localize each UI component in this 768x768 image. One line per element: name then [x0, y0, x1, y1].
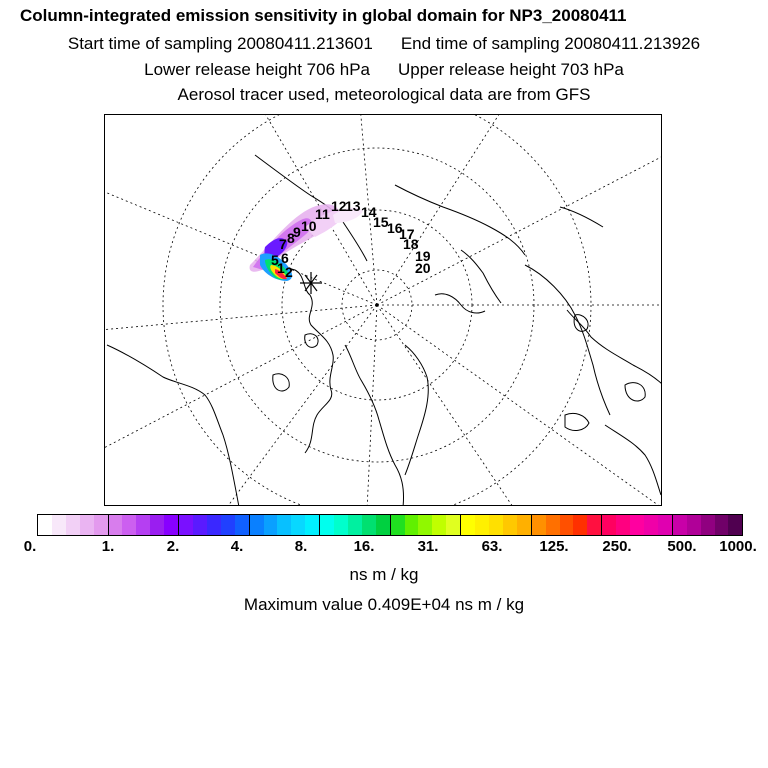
colorbar-cell: [66, 515, 80, 535]
tick-label: 63.: [481, 538, 503, 555]
tracer-note: Aerosol tracer used, meteorological data are from GFS: [177, 85, 591, 104]
tick-label: 250.: [602, 538, 632, 555]
trajectory-labels: [271, 198, 431, 280]
trajectory-label: 14: [361, 204, 377, 220]
meridian: [377, 155, 662, 305]
colorbar-cell: [517, 515, 532, 535]
colorbar-cell: [391, 515, 405, 535]
colorbar-cell: [109, 515, 123, 535]
meridian: [377, 115, 505, 305]
colorbar-cell: [305, 515, 320, 535]
colorbar-cell: [587, 515, 602, 535]
end-time: End time of sampling 20080411.213926: [400, 34, 701, 53]
trajectory-label: 19: [415, 248, 431, 264]
coastline-island-small: [565, 413, 589, 430]
trajectory-label: 8: [287, 230, 295, 246]
colorbar-cell: [164, 515, 179, 535]
meridians: [105, 115, 662, 506]
colorbar-cell: [264, 515, 278, 535]
trajectory-label: 20: [415, 260, 431, 276]
colorbar-cell: [489, 515, 503, 535]
colorbar-cell: [503, 515, 517, 535]
trajectory-label: 15: [373, 214, 389, 230]
trajectory-label: 12: [331, 198, 347, 214]
coastline-canada-arctic: [255, 260, 333, 453]
colorbar-cell: [334, 515, 348, 535]
release-heights: [0, 60, 768, 80]
tick-label: 4.: [230, 538, 244, 555]
colorbar-cell: [461, 515, 475, 535]
trajectory-label: 17: [399, 226, 415, 242]
tick-label: 2.: [166, 538, 180, 555]
meridian: [377, 305, 515, 506]
trajectory-label: 16: [387, 220, 403, 236]
coastlines: [107, 155, 662, 506]
lower-release-height: Lower release height 706 hPa: [144, 60, 370, 79]
trajectory-label: 9: [293, 224, 301, 240]
colorbar-cell: [193, 515, 207, 535]
colorbar-cell: [728, 515, 742, 535]
colorbar-cell: [250, 515, 264, 535]
tick-label: 0.: [23, 538, 37, 555]
coastline-russia-north: [525, 265, 610, 415]
colorbar-cell: [715, 515, 729, 535]
start-time: Start time of sampling 20080411.213601: [67, 34, 373, 53]
trajectory-label: 18: [403, 236, 419, 252]
sensitivity-plume: [250, 204, 363, 281]
trajectory-label: 11: [315, 206, 330, 222]
tick-label: 125.: [539, 538, 569, 555]
tick-label: 1000.: [719, 538, 757, 555]
colorbar-cell: [658, 515, 673, 535]
colorbar-cell: [150, 515, 164, 535]
colorbar-cell: [673, 515, 687, 535]
colorbar-cell: [179, 515, 193, 535]
unit-label: ns m / kg: [349, 565, 419, 584]
tick-label: 1.: [101, 538, 115, 555]
meridian: [377, 305, 662, 506]
meridian: [105, 305, 377, 450]
coastline-arctic-islands: [435, 294, 485, 313]
coastline-island-small: [273, 374, 289, 391]
coastline-island: [560, 207, 603, 227]
colorbar-cell: [376, 515, 391, 535]
colorbar-cell: [532, 515, 546, 535]
colorbar-tick-labels: [0, 538, 768, 558]
trajectory-label: 6: [281, 250, 289, 266]
colorbar-cell: [630, 515, 644, 535]
release-star-icon: [300, 272, 322, 294]
meridian: [225, 305, 377, 506]
max-value-label: Maximum value 0.409E+04 ns m / kg: [243, 595, 525, 614]
trajectory-label: 5: [271, 252, 279, 268]
colorbar-cell: [475, 515, 489, 535]
colorbar-cell: [602, 515, 616, 535]
colorbar-cell: [235, 515, 250, 535]
map-title: Column-integrated emission sensitivity in global domain for NP3_20080411: [20, 6, 627, 25]
coastline-island-small: [625, 383, 645, 401]
colorbar-cell: [122, 515, 136, 535]
colorbar-cell: [348, 515, 362, 535]
colorbar-cell: [560, 515, 574, 535]
colorbar-cell: [418, 515, 432, 535]
colorbar-cell: [94, 515, 109, 535]
colorbar-cell: [446, 515, 461, 535]
tick-label: 500.: [667, 538, 697, 555]
sampling-times: [0, 34, 768, 54]
coastline-greenland-west: [345, 345, 404, 506]
coastline-island-small: [305, 334, 318, 348]
trajectory-label: 10: [301, 218, 317, 234]
colorbar-cell: [291, 515, 305, 535]
colorbar: [37, 514, 743, 536]
trajectory-label: 2: [285, 264, 293, 280]
colorbar-cell: [207, 515, 221, 535]
colorbar-cell: [38, 515, 52, 535]
tick-label: 31.: [417, 538, 439, 555]
colorbar-cell: [52, 515, 66, 535]
colorbar-cell: [221, 515, 235, 535]
colorbar-cell: [432, 515, 446, 535]
meridian: [367, 305, 377, 506]
colorbar-cell: [136, 515, 150, 535]
trajectory-label: 7: [279, 236, 287, 252]
colorbar-cell: [277, 515, 291, 535]
trajectory-label: 1: [277, 260, 285, 276]
tick-label: 8.: [294, 538, 308, 555]
colorbar-cell: [546, 515, 560, 535]
trajectory-label: 13: [345, 198, 361, 214]
upper-release-height: Upper release height 703 hPa: [398, 60, 624, 79]
colorbar-cell: [616, 515, 630, 535]
colorbar-cell: [644, 515, 658, 535]
coastline-europe: [605, 425, 661, 495]
polar-map: [104, 114, 662, 506]
colorbar-cell: [320, 515, 334, 535]
coastline-scandinavia: [567, 310, 662, 385]
tick-label: 16.: [353, 538, 375, 555]
colorbar-cell: [573, 515, 587, 535]
colorbar-cell: [701, 515, 715, 535]
colorbar-cell: [687, 515, 701, 535]
colorbar-cell: [405, 515, 419, 535]
map-svg: [105, 115, 662, 506]
colorbar-cell: [80, 515, 94, 535]
colorbar-cell: [362, 515, 376, 535]
